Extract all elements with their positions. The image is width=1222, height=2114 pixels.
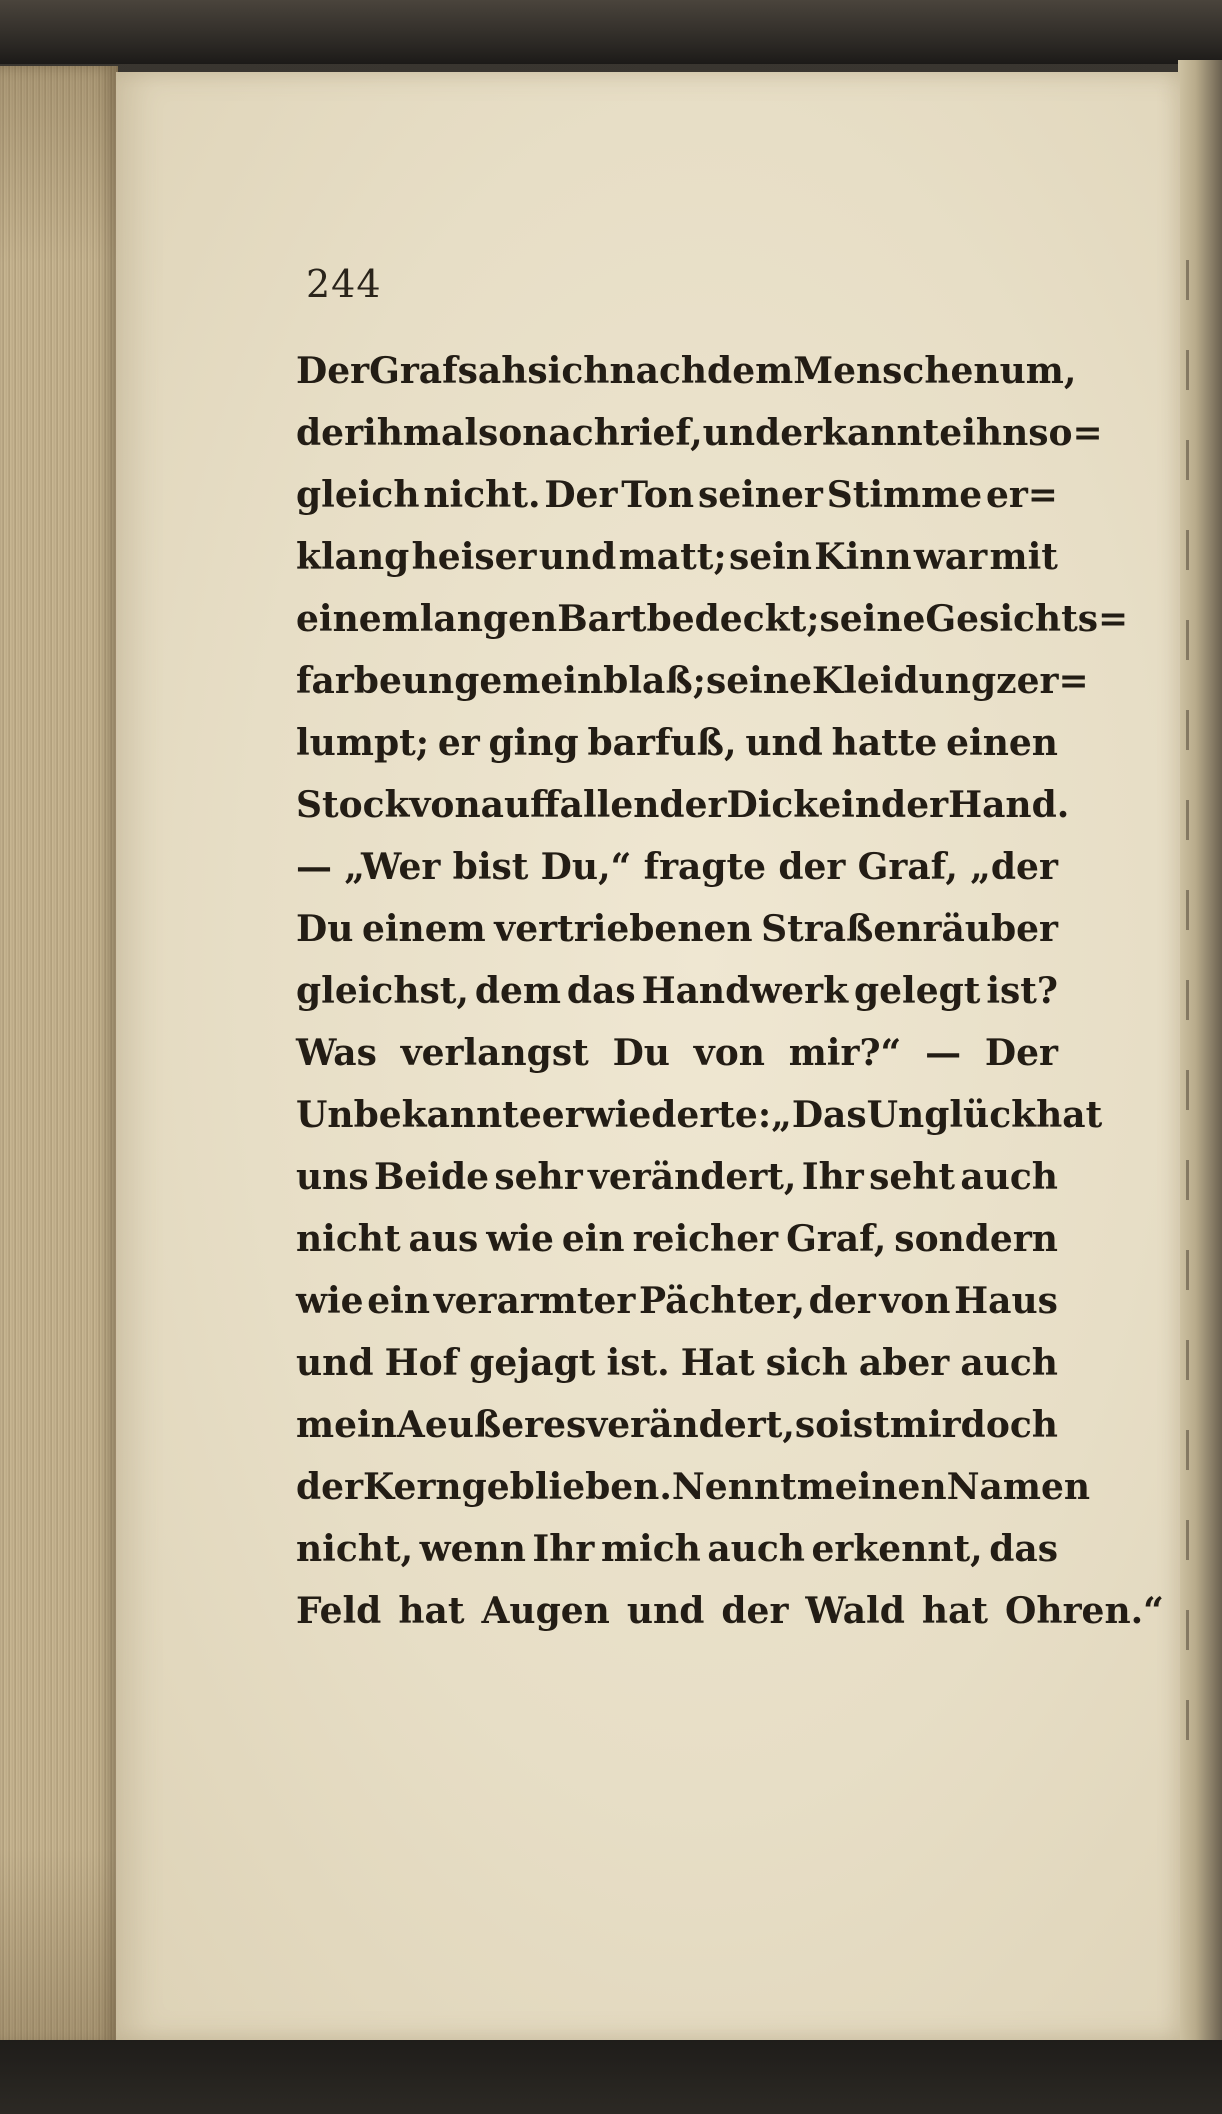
word: doch (960, 1404, 1058, 1446)
word: aber (858, 1342, 950, 1384)
word: Ihr (532, 1528, 595, 1570)
text-line (296, 1394, 1058, 1456)
word: bist (452, 846, 529, 888)
word: Handwerk (641, 970, 849, 1012)
word: Straßenräuber (761, 908, 1058, 950)
page-edges (0, 66, 118, 2046)
word: Wald (805, 1590, 905, 1632)
word: und (538, 536, 617, 578)
word: auffallender (480, 784, 727, 826)
word: Stimme (826, 474, 983, 516)
word: matt; (618, 536, 727, 578)
page-number: 244 (306, 262, 382, 306)
word: seine (705, 660, 812, 702)
text-line (296, 650, 1089, 712)
word: Ohren.“ (1005, 1590, 1164, 1632)
text-line (296, 836, 1058, 898)
word: „Das (771, 1094, 867, 1136)
word: sich (765, 1342, 848, 1384)
book-cover-bottom (0, 2040, 1222, 2114)
word: auch (960, 1342, 1058, 1384)
word: Augen (481, 1590, 610, 1632)
word: Kinn (814, 536, 912, 578)
text-line (296, 1084, 1103, 1146)
word: seht (869, 1156, 956, 1198)
word: der (881, 784, 949, 826)
word: der (778, 846, 846, 888)
word: nicht. (423, 474, 541, 516)
word: hat (398, 1590, 465, 1632)
word: meinen (796, 1466, 947, 1508)
word: Dicke (726, 784, 842, 826)
word: auch (960, 1156, 1058, 1198)
word: ungemein (401, 660, 604, 702)
word: ging (488, 722, 579, 764)
word: sich (527, 350, 610, 392)
word: Ihr (801, 1156, 864, 1198)
word: Der (984, 1032, 1058, 1074)
word: Aeußeres (396, 1404, 587, 1446)
word: Menschen (793, 350, 1000, 392)
word: blaß; (603, 660, 706, 702)
text-line (296, 1518, 1058, 1580)
word: gelegt (853, 970, 981, 1012)
text-line (296, 1332, 1058, 1394)
word: bedeckt; (646, 598, 820, 640)
word: zer= (996, 660, 1089, 702)
word: Graf (369, 350, 458, 392)
word: wenn (419, 1528, 526, 1570)
word: und (745, 722, 823, 764)
word: verarmter (433, 1280, 636, 1322)
word: nicht (296, 1218, 401, 1260)
word: erkennt, (811, 1528, 983, 1570)
word: ein (367, 1280, 431, 1322)
word: aus (408, 1218, 479, 1260)
word: und (626, 1590, 705, 1632)
word: Hand. (948, 784, 1070, 826)
word: um, (999, 350, 1077, 392)
word: hat (921, 1590, 989, 1632)
word: fragte (643, 846, 767, 888)
word: seine (819, 598, 926, 640)
word: so (794, 1404, 840, 1446)
word: geblieben. (461, 1466, 672, 1508)
text-line (296, 1456, 1091, 1518)
word: von (879, 1280, 951, 1322)
word: Unbekannte (296, 1094, 542, 1136)
word: der (296, 1466, 364, 1508)
text-line (296, 774, 1070, 836)
word: mir (889, 1404, 961, 1446)
word: ein (561, 1218, 625, 1260)
word: Was (296, 1032, 377, 1074)
word: nicht, (296, 1528, 414, 1570)
word: Pächter, (639, 1280, 805, 1322)
text-line (296, 526, 1058, 588)
gutter-edge (1178, 60, 1222, 2050)
word: verändert, (586, 1404, 795, 1446)
word: Graf, (857, 846, 958, 888)
word: Ton (621, 474, 695, 516)
word: barfuß, (587, 722, 737, 764)
word: mich (600, 1528, 701, 1570)
word: Graf, (786, 1218, 887, 1260)
word: gejagt (469, 1342, 596, 1384)
word: mir?“ (788, 1032, 902, 1074)
word: Hof (384, 1342, 459, 1384)
word: klang (296, 536, 410, 578)
word: der (808, 1280, 876, 1322)
word: dem (707, 350, 794, 392)
word: — (296, 846, 332, 888)
word: sein (728, 536, 812, 578)
word: „der (970, 846, 1058, 888)
word: er (437, 722, 480, 764)
word: langen (419, 598, 558, 640)
word: hat (1036, 1094, 1103, 1136)
word: Feld (296, 1590, 382, 1632)
text-line (296, 402, 1103, 464)
word: er= (985, 474, 1058, 516)
word: verlangst (400, 1032, 589, 1074)
text-line (296, 340, 1077, 402)
word: einen (946, 722, 1058, 764)
word: ihn (962, 412, 1029, 454)
text-line (296, 1208, 1058, 1270)
word: hatte (831, 722, 938, 764)
word: seiner (697, 474, 823, 516)
word: das (989, 1528, 1058, 1570)
text-line (296, 960, 1058, 1022)
word: erkannte (780, 412, 963, 454)
word: nach (609, 350, 708, 392)
word: Der (296, 350, 370, 392)
word: Du,“ (540, 846, 632, 888)
word: ist? (986, 970, 1058, 1012)
word: lumpt; (296, 722, 430, 764)
word: Hat (680, 1342, 755, 1384)
word: heiser (411, 536, 537, 578)
word: sah (457, 350, 528, 392)
word: Kern (363, 1466, 462, 1508)
text-line (296, 588, 1129, 650)
word: Gesichts= (925, 598, 1129, 640)
word: Beide (373, 1156, 490, 1198)
text-line (296, 464, 1058, 526)
word: so= (1028, 412, 1103, 454)
word: und (702, 412, 781, 454)
word: reicher (632, 1218, 779, 1260)
word: also (441, 412, 523, 454)
word: mein (296, 1404, 397, 1446)
word: Unglück (866, 1094, 1037, 1136)
word: farbe (296, 660, 402, 702)
word: sehr (494, 1156, 583, 1198)
book-cover-top (0, 0, 1222, 64)
text-line (296, 712, 1058, 774)
text-line (296, 1270, 1058, 1332)
word: und (296, 1342, 374, 1384)
word: ihm (363, 412, 441, 454)
word: gleich (296, 474, 420, 516)
word: „Wer (344, 846, 441, 888)
word: in (841, 784, 882, 826)
word: dem (474, 970, 562, 1012)
word: Nennt (671, 1466, 797, 1508)
word: uns (296, 1156, 369, 1198)
word: Der (544, 474, 618, 516)
word: mit (989, 536, 1058, 578)
text-block (296, 340, 1164, 1642)
word: ist (839, 1404, 890, 1446)
word: einem (296, 598, 420, 640)
word: Haus (954, 1280, 1058, 1322)
word: von (409, 784, 481, 826)
word: Kleidung (811, 660, 997, 702)
text-line (296, 1022, 1058, 1084)
text-line (296, 898, 1058, 960)
word: einem (361, 908, 486, 950)
word: das (566, 970, 636, 1012)
word: war (913, 536, 988, 578)
word: Stock (296, 784, 410, 826)
word: — (925, 1032, 962, 1074)
word: Du (612, 1032, 670, 1074)
word: Du (296, 908, 354, 950)
word: Namen (946, 1466, 1091, 1508)
word: verändert, (587, 1156, 797, 1198)
word: der (296, 412, 364, 454)
word: der (721, 1590, 789, 1632)
word: Bart (557, 598, 647, 640)
word: wie (486, 1218, 554, 1260)
word: auch (707, 1528, 805, 1570)
word: ist. (606, 1342, 670, 1384)
word: vertriebenen (494, 908, 753, 950)
word: nachrief, (522, 412, 703, 454)
text-line (296, 1580, 1164, 1642)
word: erwiederte: (541, 1094, 772, 1136)
word: wie (296, 1280, 364, 1322)
word: sondern (894, 1218, 1058, 1260)
word: gleichst, (296, 970, 469, 1012)
text-line (296, 1146, 1058, 1208)
word: von (693, 1032, 765, 1074)
